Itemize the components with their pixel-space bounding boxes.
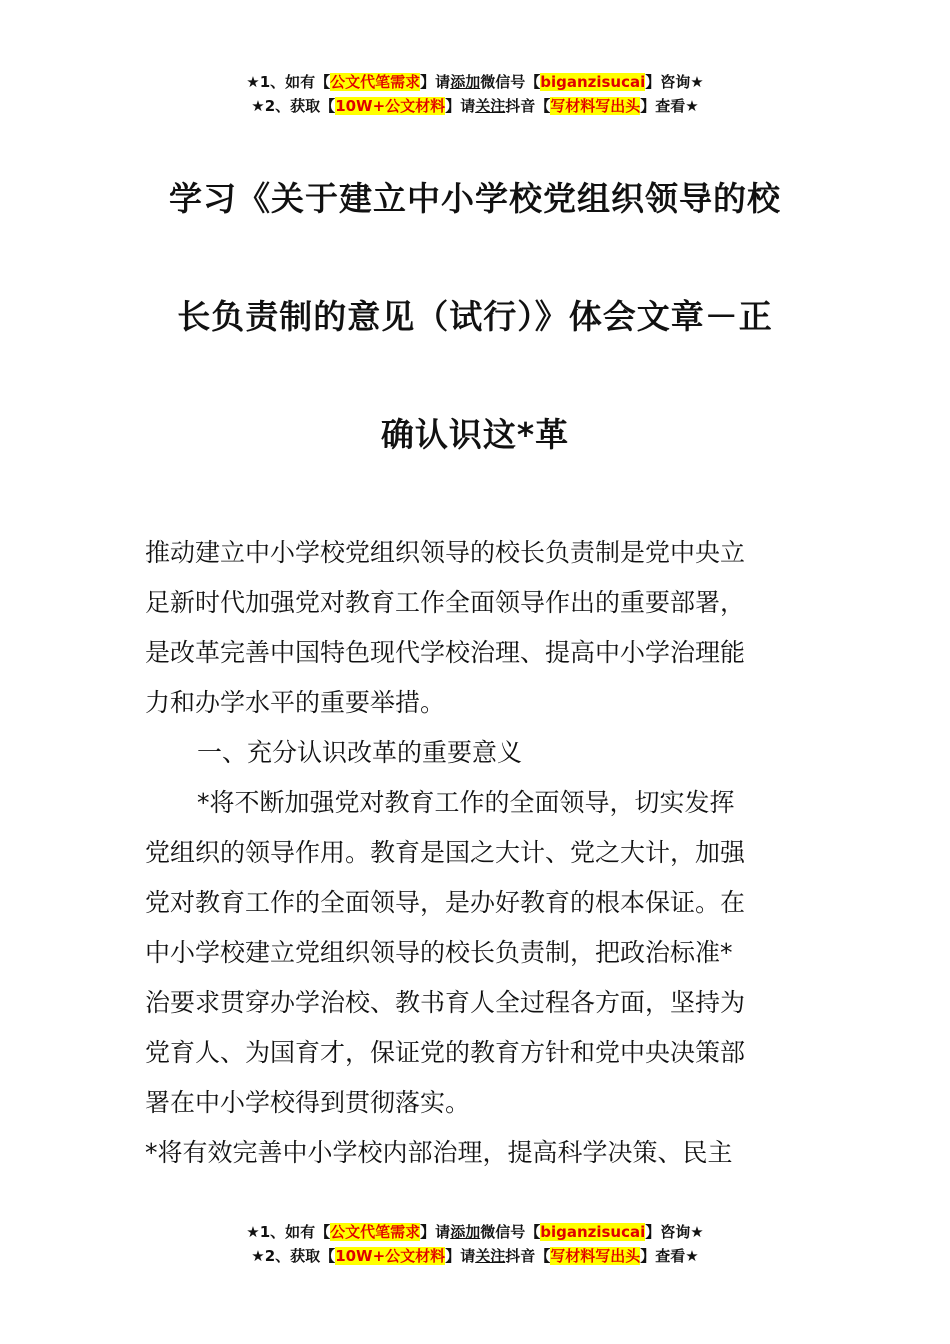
promo-text: 】请: [445, 97, 476, 115]
promo-text: 】查看★: [640, 97, 699, 115]
promo-highlight: 公文代笔需求: [330, 73, 421, 91]
promo-douyin-name: 写材料写出头: [550, 97, 641, 115]
promo-line-2: [0, 94, 950, 118]
promo-emphasis: 关注: [475, 1247, 506, 1265]
promo-line-1: [0, 70, 950, 94]
promo-highlight: 10W+公文材料: [335, 97, 446, 115]
promo-text: 】咨询★: [645, 73, 704, 91]
promo-line-2: [0, 1244, 950, 1268]
document-title: [150, 140, 800, 494]
promo-text: ★1、如有【: [246, 73, 331, 91]
promo-highlight: 10W+公文材料: [335, 1247, 446, 1265]
body-line: 足新时代加强党对教育工作全面领导作出的重要部署，: [145, 588, 746, 617]
promo-text: 】请: [420, 1223, 451, 1241]
promo-wechat-id: biganzisucai: [540, 1223, 646, 1241]
promo-text: 】请: [445, 1247, 476, 1265]
promo-emphasis: 添加: [450, 1223, 481, 1241]
body-line: 推动建立中小学校党组织领导的校长负责制是党中央立: [145, 538, 746, 567]
promo-douyin-name: 写材料写出头: [550, 1247, 641, 1265]
promo-emphasis: 关注: [475, 97, 506, 115]
title-line: 长负责制的意见（试行）》体会文章－正: [177, 297, 773, 336]
promo-text: 微信号【: [480, 73, 541, 91]
promo-text: 抖音【: [505, 97, 551, 115]
body-line: *将不断加强党对教育工作的全面领导，切实发挥: [197, 788, 735, 817]
promo-highlight: 公文代笔需求: [330, 1223, 421, 1241]
title-line: 学习《关于建立中小学校党组织领导的校: [169, 179, 781, 218]
title-line: 确认识这*革: [380, 415, 570, 454]
promo-text: 】咨询★: [645, 1223, 704, 1241]
body-line: 署在中小学校得到贯彻落实。: [145, 1088, 471, 1117]
body-line: 是改革完善中国特色现代学校治理、提高中小学治理能: [145, 638, 746, 667]
document-body: [145, 528, 810, 1178]
promo-text: 抖音【: [505, 1247, 551, 1265]
promo-text: 微信号【: [480, 1223, 541, 1241]
body-line: 治要求贯穿办学治校、教书育人全过程各方面，坚持为: [145, 988, 746, 1017]
body-line: 力和办学水平的重要举措。: [145, 688, 446, 717]
body-line: *将有效完善中小学校内部治理，提高科学决策、民主: [145, 1138, 733, 1167]
body-line: 中小学校建立党组织领导的校长负责制，把政治标准*: [145, 938, 733, 967]
body-line: 党育人、为国育才，保证党的教育方针和党中央决策部: [145, 1038, 746, 1067]
promo-text: ★2、获取【: [251, 1247, 336, 1265]
footer-promo: [0, 1220, 950, 1268]
promo-line-1: [0, 1220, 950, 1244]
body-line: 党组织的领导作用。教育是国之大计、党之大计，加强: [145, 838, 746, 867]
promo-text: ★1、如有【: [246, 1223, 331, 1241]
promo-wechat-id: biganzisucai: [540, 73, 646, 91]
header-promo: [0, 70, 950, 118]
promo-emphasis: 添加: [450, 73, 481, 91]
section-heading: 一、充分认识改革的重要意义: [197, 738, 523, 767]
promo-text: ★2、获取【: [251, 97, 336, 115]
body-line: 党对教育工作的全面领导，是办好教育的根本保证。在: [145, 888, 746, 917]
promo-text: 】请: [420, 73, 451, 91]
promo-text: 】查看★: [640, 1247, 699, 1265]
